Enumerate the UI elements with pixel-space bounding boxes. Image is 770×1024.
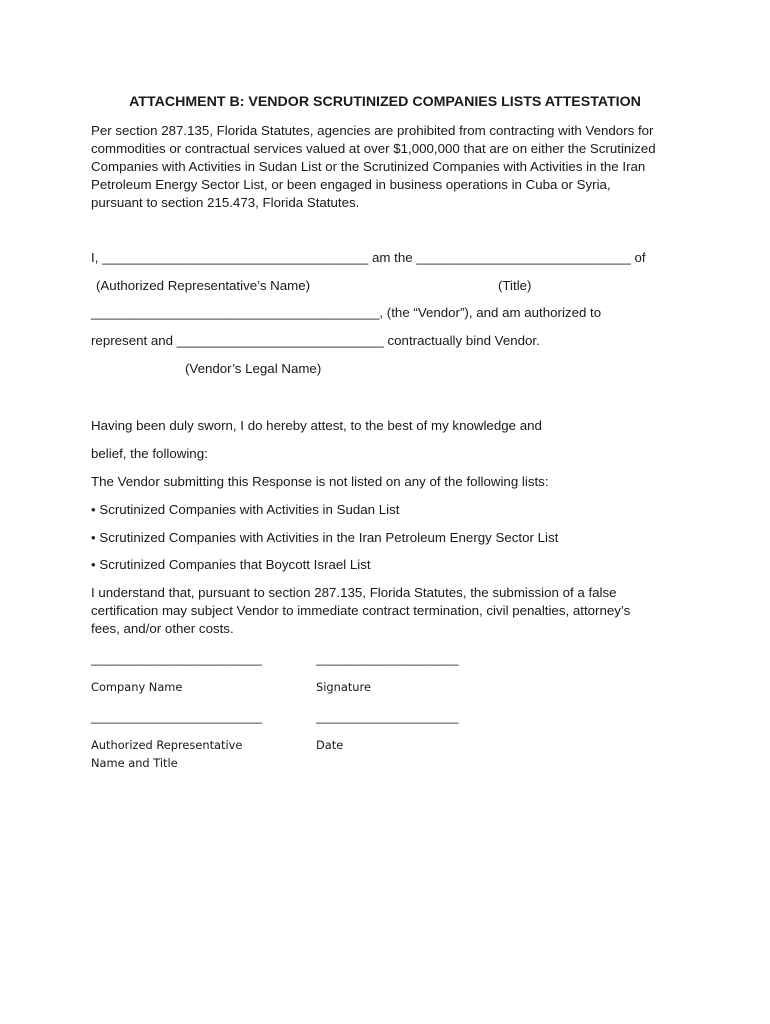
company-name-label: Company Name: [91, 680, 183, 694]
intro-paragraph: [91, 122, 691, 212]
representative-line: I, ____________________________________ am the _____________________________ of: [91, 250, 646, 265]
vendor-name-caption: (Vendor’s Legal Name): [185, 361, 322, 376]
understand-line: certification may subject Vendor to immediate contract termination, civil penalties, attorney’s: [91, 603, 631, 618]
represent-line: represent and ____________________________ contractually bind Vendor.: [91, 333, 540, 348]
intro-line: Petroleum Energy Sector List, or been engaged in business operations in Cuba or Syria,: [91, 177, 611, 192]
intro-line: pursuant to section 215.473, Florida Statutes.: [91, 195, 360, 210]
attestation-line: Having been duly sworn, I do hereby attest, to the best of my knowledge and: [91, 418, 542, 433]
intro-line: Per section 287.135, Florida Statutes, agencies are prohibited from contracting with Vendors for: [91, 123, 654, 138]
understand-line: fees, and/or other costs.: [91, 621, 234, 636]
intro-line: Companies with Activities in Sudan List or the Scrutinized Companies with Activities in the Iran: [91, 159, 646, 174]
not-listed-statement: The Vendor submitting this Response is not listed on any of the following lists:: [91, 474, 549, 489]
authorized-rep-signature-line: ______________________________: [91, 710, 262, 724]
rep-name-caption: (Authorized Representative’s Name): [96, 278, 311, 293]
document-title: ATTACHMENT B: VENDOR SCRUTINIZED COMPANIES LISTS ATTESTATION: [129, 94, 641, 110]
signature-line: _________________________: [316, 652, 459, 666]
attestation-line: belief, the following:: [91, 446, 208, 461]
title-caption: (Title): [498, 278, 532, 293]
list-item: • Scrutinized Companies with Activities in the Iran Petroleum Energy Sector List: [91, 530, 559, 545]
date-label: Date: [316, 738, 344, 752]
company-name-signature-line: ______________________________: [91, 652, 262, 666]
list-item: • Scrutinized Companies that Boycott Israel List: [91, 557, 371, 572]
intro-line: commodities or contractual services valued at over $1,000,000 that are on either the Scrutinized: [91, 141, 656, 156]
vendor-line: _______________________________________, (the “Vendor”), and am authorized to: [91, 305, 602, 320]
list-item: • Scrutinized Companies with Activities in Sudan List: [91, 502, 400, 517]
name-and-title-label: Name and Title: [91, 756, 178, 770]
date-signature-line: _________________________: [316, 710, 459, 724]
signature-label: Signature: [316, 680, 371, 694]
understand-line: I understand that, pursuant to section 287.135, Florida Statutes, the submission of a false: [91, 585, 617, 600]
authorized-rep-label: Authorized Representative: [91, 738, 243, 752]
